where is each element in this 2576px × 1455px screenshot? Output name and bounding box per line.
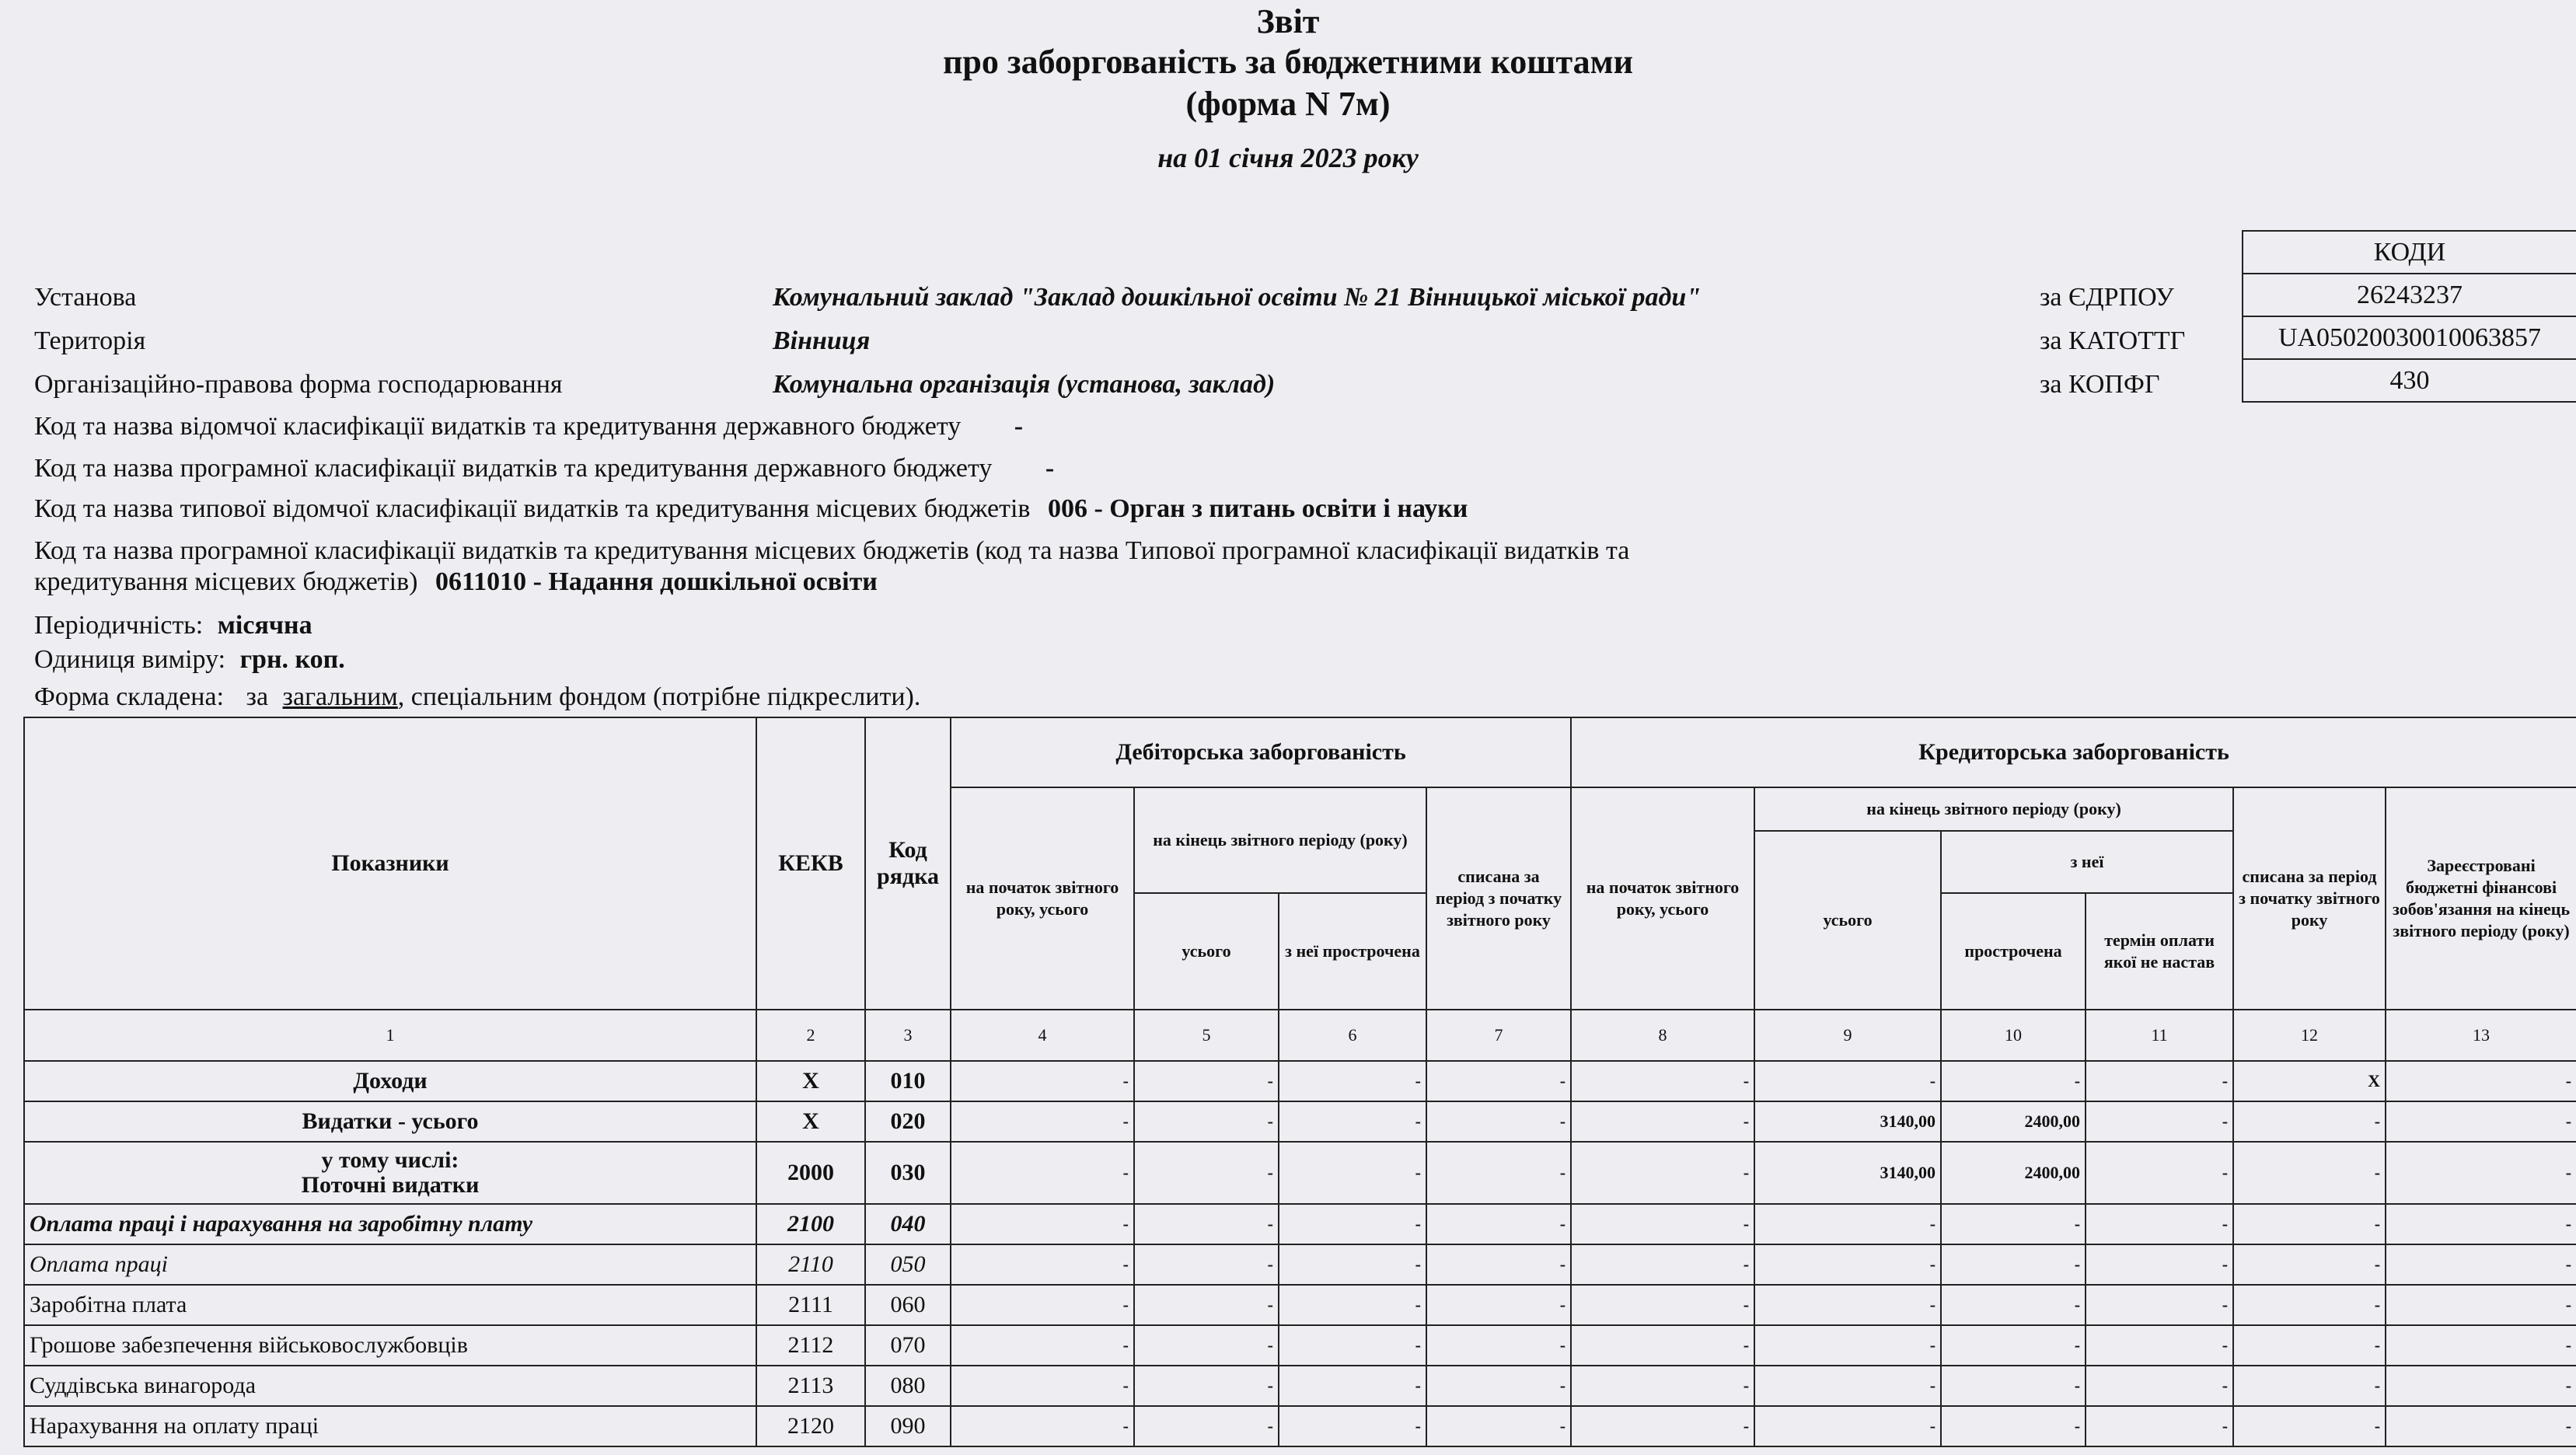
row-value: - — [951, 1101, 1134, 1142]
row-name: Нарахування на оплату праці — [24, 1406, 756, 1446]
column-number: 12 — [2233, 1010, 2386, 1061]
row-value: - — [2386, 1244, 2576, 1285]
periodicity-value: місячна — [217, 611, 312, 640]
row-value: - — [2086, 1204, 2233, 1244]
table-row — [24, 1244, 2576, 1285]
row-value: - — [2086, 1244, 2233, 1285]
row-value: - — [1134, 1244, 1279, 1285]
row-value: - — [1134, 1204, 1279, 1244]
row-code: 030 — [865, 1142, 951, 1204]
column-number: 4 — [951, 1010, 1134, 1061]
row-value: - — [2233, 1366, 2386, 1406]
row-value: - — [1941, 1061, 2086, 1101]
unit — [34, 645, 345, 675]
row-value: - — [1279, 1061, 1426, 1101]
row-value: - — [1134, 1325, 1279, 1366]
row-value: 3140,00 — [1754, 1142, 1941, 1204]
column-number: 11 — [2086, 1010, 2233, 1061]
org-form-value: Комунальна організація (установа, заклад) — [773, 370, 1276, 399]
header-credit-total: усього — [1754, 831, 1941, 1010]
kopfg-value: 430 — [2243, 359, 2576, 402]
table-row — [24, 1142, 2576, 1204]
row-name-line2: Поточні видатки — [301, 1172, 480, 1198]
table-row — [24, 1406, 2576, 1446]
row-value: - — [2086, 1061, 2233, 1101]
row-value: - — [2386, 1101, 2576, 1142]
row-value: - — [1426, 1366, 1571, 1406]
kopfg-label: за КОПФГ — [2040, 370, 2160, 399]
org-form-label: Організаційно-правова форма господарювання — [34, 370, 563, 399]
row-value: - — [1279, 1101, 1426, 1142]
edrpou-label: за ЄДРПОУ — [2040, 283, 2174, 312]
row-value: - — [1754, 1244, 1941, 1285]
table-row — [24, 1366, 2576, 1406]
territory-value: Вінниця — [773, 326, 871, 355]
territory-label: Територія — [34, 326, 146, 355]
row-value: - — [1279, 1244, 1426, 1285]
row-value: - — [2386, 1406, 2576, 1446]
row-value: - — [1571, 1366, 1754, 1406]
row-name: Оплата праці і нарахування на заробітну плату — [24, 1204, 756, 1244]
row-kekv: 2100 — [756, 1204, 865, 1244]
header-of-which: з неї — [1941, 831, 2233, 893]
row-value: - — [1426, 1406, 1571, 1446]
institution-value: Комунальний заклад "Заклад дошкільної освіти № 21 Вінницької міської ради" — [773, 283, 1702, 312]
row-value: - — [1134, 1101, 1279, 1142]
table-row — [24, 1204, 2576, 1244]
row-value: - — [1279, 1406, 1426, 1446]
row-code: 010 — [865, 1061, 951, 1101]
row-value: - — [2086, 1101, 2233, 1142]
row-value: - — [1426, 1285, 1571, 1325]
column-number: 13 — [2386, 1010, 2576, 1061]
form-made-pre: за — [246, 682, 269, 711]
row-value: - — [1426, 1061, 1571, 1101]
row-value: - — [1571, 1244, 1754, 1285]
report-date: на 01 січня 2023 року — [1157, 142, 1419, 173]
row-kekv: 2000 — [756, 1142, 865, 1204]
row-value: - — [1134, 1285, 1279, 1325]
local-prog-label-line2: кредитування місцевих бюджетів) — [34, 567, 418, 596]
periodicity-label: Періодичність: — [34, 611, 204, 640]
row-value: - — [1134, 1406, 1279, 1446]
state-dept-value: - — [1014, 412, 1024, 441]
local-prog-value: 0611010 - Надання дошкільної освіти — [435, 567, 878, 596]
edrpou-value: 26243237 — [2243, 274, 2576, 316]
row-value: X — [2233, 1061, 2386, 1101]
form-made — [34, 682, 920, 712]
row-value: - — [1571, 1204, 1754, 1244]
table-row — [24, 1101, 2576, 1142]
header-debit-end: на кінець звітного періоду (року) — [1134, 787, 1426, 893]
row-value: - — [1279, 1285, 1426, 1325]
row-value: - — [1134, 1142, 1279, 1204]
row-name: Видатки - усього — [24, 1101, 756, 1142]
row-value: - — [1941, 1325, 2086, 1366]
row-value: - — [951, 1204, 1134, 1244]
header-kekv: КЕКВ — [756, 717, 865, 1010]
row-value: - — [1134, 1061, 1279, 1101]
local-prog-label-line1: Код та назва програмної класифікації видатків та кредитування місцевих бюджетів (код та назва Типової програмної класифікації видатків та — [34, 536, 1630, 565]
table-row — [24, 1285, 2576, 1325]
row-value: - — [951, 1244, 1134, 1285]
row-value: - — [1426, 1325, 1571, 1366]
row-value: - — [2086, 1406, 2233, 1446]
row-value: - — [1571, 1406, 1754, 1446]
codes-title: КОДИ — [2243, 231, 2576, 274]
row-value: - — [2386, 1366, 2576, 1406]
row-code: 080 — [865, 1366, 951, 1406]
state-prog-label: Код та назва програмної класифікації видатків та кредитування державного бюджету — [34, 454, 993, 483]
row-kekv: 2111 — [756, 1285, 865, 1325]
unit-value: грн. коп. — [239, 645, 345, 674]
row-value: - — [2233, 1204, 2386, 1244]
row-value: - — [1571, 1101, 1754, 1142]
row-code: 090 — [865, 1406, 951, 1446]
header-credit-end: на кінець звітного періоду (року) — [1754, 787, 2233, 831]
column-number: 6 — [1279, 1010, 1426, 1061]
row-value: - — [2086, 1285, 2233, 1325]
row-value: - — [1754, 1366, 1941, 1406]
header-debit-overdue: з неї прострочена — [1279, 893, 1426, 1010]
row-value: - — [1426, 1142, 1571, 1204]
row-kekv: X — [756, 1101, 865, 1142]
state-dept-label: Код та назва відомчої класифікації видатків та кредитування державного бюджету — [34, 412, 962, 441]
row-kekv: 2113 — [756, 1366, 865, 1406]
row-value: - — [2233, 1101, 2386, 1142]
row-value: - — [1279, 1142, 1426, 1204]
row-value: - — [2386, 1204, 2576, 1244]
column-number: 5 — [1134, 1010, 1279, 1061]
debt-table — [23, 717, 2576, 1447]
form-made-general: загальним — [282, 682, 398, 711]
row-value: - — [951, 1142, 1134, 1204]
table-row — [24, 1061, 2576, 1101]
row-value: - — [1754, 1285, 1941, 1325]
row-value: - — [2086, 1142, 2233, 1204]
column-number: 10 — [1941, 1010, 2086, 1061]
row-value: 2400,00 — [1941, 1142, 2086, 1204]
katottg-label: за КАТОТТГ — [2040, 326, 2186, 355]
row-value: - — [1941, 1406, 2086, 1446]
form-made-label: Форма складена: — [34, 682, 225, 711]
row-value: - — [2233, 1244, 2386, 1285]
report-subtitle: про заборгованість за бюджетними коштами — [943, 43, 1633, 81]
row-value: 3140,00 — [1754, 1101, 1941, 1142]
row-code: 050 — [865, 1244, 951, 1285]
row-value: - — [1571, 1061, 1754, 1101]
row-value: - — [1754, 1406, 1941, 1446]
row-value: 2400,00 — [1941, 1101, 2086, 1142]
row-value: - — [2086, 1325, 2233, 1366]
row-kekv: X — [756, 1061, 865, 1101]
local-dept-classification — [34, 494, 1468, 524]
row-kekv: 2120 — [756, 1406, 865, 1446]
row-value: - — [1941, 1244, 2086, 1285]
row-value: - — [951, 1285, 1134, 1325]
header-debit: Дебіторська заборгованість — [951, 717, 1571, 787]
header-credit-not-due: термін оплати якої не настав — [2086, 893, 2233, 1010]
local-dept-label: Код та назва типової відомчої класифікації видатків та кредитування місцевих бюджетів — [34, 494, 1031, 523]
form-number: (форма N 7м) — [1185, 85, 1391, 123]
header-debit-written-off: списана за період з початку звітного року — [1426, 787, 1571, 1010]
state-dept-classification — [34, 412, 1023, 441]
row-value: - — [1754, 1325, 1941, 1366]
row-code: 070 — [865, 1325, 951, 1366]
row-value: - — [1941, 1204, 2086, 1244]
row-name: Заробітна плата — [24, 1285, 756, 1325]
row-value: - — [2233, 1325, 2386, 1366]
row-value: - — [951, 1325, 1134, 1366]
header-indicators: Показники — [24, 717, 756, 1010]
table-row — [24, 1325, 2576, 1366]
row-value: - — [1571, 1142, 1754, 1204]
row-value: - — [951, 1406, 1134, 1446]
row-value: - — [2086, 1366, 2233, 1406]
column-number: 3 — [865, 1010, 951, 1061]
row-value: - — [1279, 1366, 1426, 1406]
header-credit-start: на початок звітного року, усього — [1571, 787, 1754, 1010]
row-value: - — [1941, 1285, 2086, 1325]
row-value: - — [1279, 1325, 1426, 1366]
katottg-value: UA05020030010063857 — [2243, 316, 2576, 359]
row-value: - — [951, 1366, 1134, 1406]
row-value: - — [2386, 1061, 2576, 1101]
row-code: 040 — [865, 1204, 951, 1244]
row-value: - — [2386, 1285, 2576, 1325]
row-value: - — [2233, 1406, 2386, 1446]
institution-label: Установа — [34, 283, 137, 312]
row-value: - — [1571, 1285, 1754, 1325]
row-name — [24, 1142, 756, 1204]
row-value: - — [2233, 1142, 2386, 1204]
column-number: 9 — [1754, 1010, 1941, 1061]
column-number: 8 — [1571, 1010, 1754, 1061]
header-credit-written-off: списана за період з початку звітного року — [2233, 787, 2386, 1010]
column-number: 7 — [1426, 1010, 1571, 1061]
column-number: 2 — [756, 1010, 865, 1061]
local-prog-classification — [34, 567, 878, 597]
row-name: Оплата праці — [24, 1244, 756, 1285]
report-title: Звіт — [1256, 2, 1320, 40]
local-dept-value: 006 - Орган з питань освіти і науки — [1047, 494, 1468, 523]
row-value: - — [1754, 1061, 1941, 1101]
row-value: - — [1426, 1244, 1571, 1285]
row-value: - — [1941, 1366, 2086, 1406]
header-debit-total: усього — [1134, 893, 1279, 1010]
periodicity — [34, 611, 312, 640]
row-value: - — [2386, 1142, 2576, 1204]
header-credit-overdue: прострочена — [1941, 893, 2086, 1010]
row-name: Доходи — [24, 1061, 756, 1101]
row-name-line1: у тому числі: — [321, 1147, 459, 1173]
state-prog-classification — [34, 454, 1054, 483]
column-numbers-row — [24, 1010, 2576, 1061]
row-code: 060 — [865, 1285, 951, 1325]
header-registered: Зареєстровані бюджетні фінансові зобов'язання на кінець звітного періоду (року) — [2386, 787, 2576, 1010]
state-prog-value: - — [1045, 454, 1055, 483]
form-made-post: , спеціальним фондом (потрібне підкреслити). — [397, 682, 921, 711]
header-debit-start: на початок звітного року, усього — [951, 787, 1134, 1010]
row-value: - — [1426, 1204, 1571, 1244]
row-kekv: 2110 — [756, 1244, 865, 1285]
row-code: 020 — [865, 1101, 951, 1142]
row-value: - — [2386, 1325, 2576, 1366]
row-value: - — [1571, 1325, 1754, 1366]
codes-box — [2242, 230, 2576, 403]
column-number: 1 — [24, 1010, 756, 1061]
row-value: - — [2233, 1285, 2386, 1325]
row-value: - — [1134, 1366, 1279, 1406]
row-value: - — [1279, 1204, 1426, 1244]
row-name: Грошове забезпечення військовослужбовців — [24, 1325, 756, 1366]
row-name: Суддівська винагорода — [24, 1366, 756, 1406]
header-credit: Кредиторська заборгованість — [1571, 717, 2576, 787]
unit-label: Одиниця виміру: — [34, 645, 226, 674]
row-kekv: 2112 — [756, 1325, 865, 1366]
row-value: - — [1754, 1204, 1941, 1244]
header-row-code: Код рядка — [865, 717, 951, 1010]
row-value: - — [1426, 1101, 1571, 1142]
row-value: - — [951, 1061, 1134, 1101]
